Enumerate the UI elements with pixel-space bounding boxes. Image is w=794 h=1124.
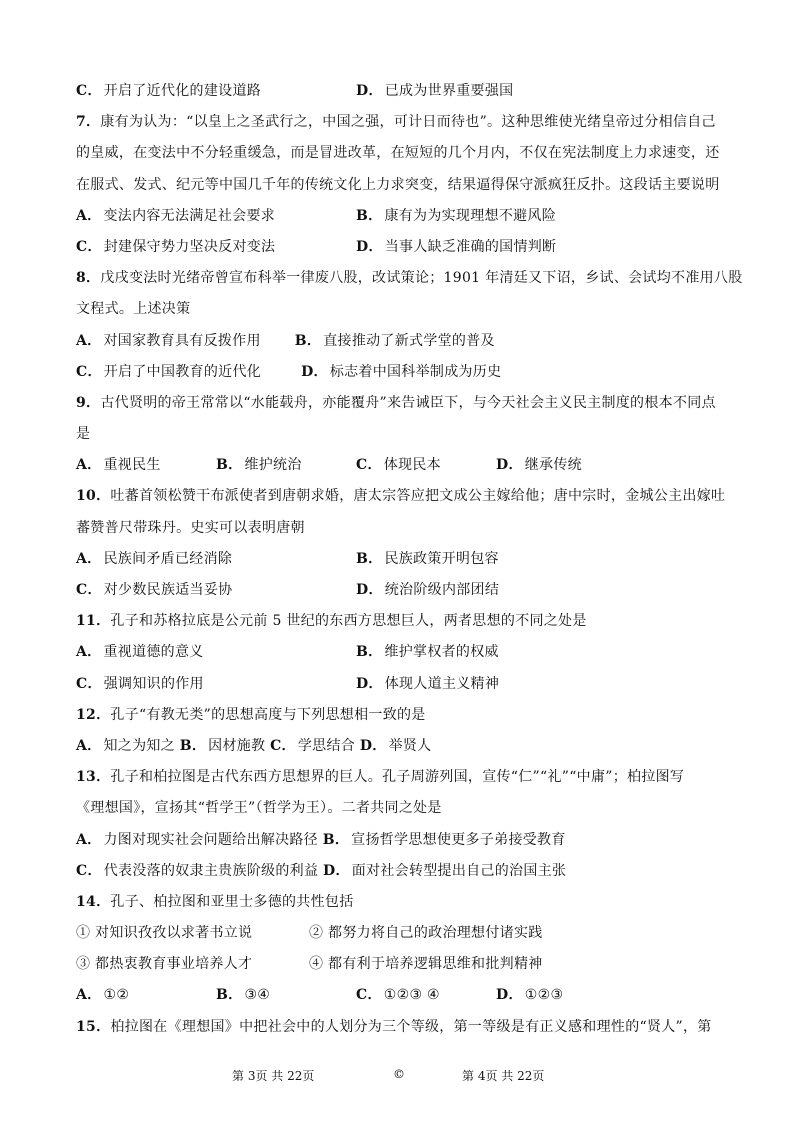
q13-stem-line2: 《理想国》，宣扬其“哲学王”（哲学为王）。二者共同之处是 — [76, 800, 442, 817]
q13-option-d: D． 面对社会转型提出自己的治国主张 — [323, 862, 567, 879]
q12-option-b: B． 因材施教 — [179, 737, 271, 754]
q12-number: 12． — [76, 706, 111, 723]
q10-option-a: A． 民族间矛盾已经消除 — [76, 550, 233, 567]
q8-option-a: A． 对国家教育具有反拨作用 — [76, 332, 261, 349]
q14-items-34 — [76, 953, 726, 984]
q14-item-1: ① 对知识孜孜以求著书立说 — [76, 925, 253, 942]
q7-option-a: A． 变法内容无法满足社会要求 — [76, 207, 276, 224]
q9-option-a: A． 重视民生 — [76, 457, 161, 474]
q10-stem-line2: 蕃赞普尺带珠丹。史实可以表明唐朝 — [76, 519, 305, 536]
q14-option-b: B． ③④ — [216, 987, 271, 1004]
footer-page-left: 第 3页 共 22页 — [232, 1069, 315, 1083]
q11-option-a: A． 重视道德的意义 — [76, 644, 204, 661]
q10-option-d: D． 统治阶级内部团结 — [356, 582, 500, 598]
q7-stem-line1: 7．康有为认为：“以皇上之圣武行之，中国之强，可计日而待也”。这种思维使光绪皇帝过分相信自己 — [76, 114, 716, 131]
q11-stem-line1: 11．孔子和苏格拉底是公元前 5 世纪的东西方思想巨人，两者思想的不同之处是 — [76, 613, 587, 630]
q9-number: 9． — [76, 394, 101, 411]
q10-option-b: B． 民族政策开明包容 — [356, 550, 499, 567]
q9-option-c: C． 体现民本 — [356, 457, 441, 474]
q14-items-12 — [76, 922, 726, 953]
q11-options-cd — [76, 673, 726, 704]
q11-option-d: D． 体现人道主义精神 — [356, 675, 500, 692]
q7-option-b: B． 康有为为实现理想不避风险 — [356, 207, 557, 224]
q7-option-c: C． 封建保守势力坚决反对变法 — [76, 238, 276, 255]
q9-option-b: B． 维护统治 — [216, 457, 302, 474]
q6-option-c: C． 开启了近代化的建设道路 — [76, 83, 262, 99]
q11-options-ab — [76, 641, 726, 672]
q12-option-c: C． 学思结合 — [270, 737, 360, 754]
q15-number: 15． — [76, 1018, 111, 1035]
q14-stem-line1: 14．孔子、柏拉图和亚里士多德的共性包括 — [76, 893, 354, 910]
q9-stem-line1: 9．古代贤明的帝王常常以“水能载舟，亦能覆舟”来告诫臣下，与今天社会主义民主制度的根本不同点 — [76, 394, 716, 411]
q14-option-d: D． ①②③ — [496, 987, 564, 1004]
q7-stem-line3: 在服式、发式、纪元等中国几千年的传统文化上力求突变，结果逼得保守派疯狂反扑。这段话主要说明 — [76, 176, 720, 193]
q12-options — [76, 735, 726, 766]
q8-stem-line1: 8．戊戌变法时光绪帝曾宣布科举一律废八股，改试策论；1901 年清廷又下诏，乡试、会试均不准用八股 — [76, 270, 743, 287]
q8-option-c: C． 开启了中国教育的近代化 — [76, 363, 262, 380]
q14-options — [76, 984, 726, 1015]
q7-options-cd — [76, 236, 726, 267]
q13-options-ab — [76, 829, 726, 860]
q11-option-c: C． 强调知识的作用 — [76, 675, 204, 692]
q11-number: 11． — [76, 613, 111, 630]
q13-options-cd — [76, 860, 726, 891]
q12-option-a: A． 知之为知之 — [76, 737, 180, 754]
q8-options-ab — [76, 330, 726, 361]
q8-options-cd — [76, 361, 726, 392]
q10-stem-line1: 10．吐蕃首领松赞干布派使者到唐朝求婚，唐太宗答应把文成公主嫁给他；唐中宗时，金城公主出嫁吐 — [76, 488, 726, 505]
q9-stem-line2: 是 — [76, 426, 91, 443]
q15-stem-line1: 15．柏拉图在《理想国》中把社会中的人划分为三个等级，第一等级是有正义感和理性的“贤人”，第 — [76, 1018, 712, 1035]
q14-option-c: C． ①②③ ④ — [356, 987, 440, 1004]
q6-option-d: D． 已成为世界重要强国 — [356, 83, 514, 99]
q7-option-d: D． 当事人缺乏准确的国情判断 — [356, 238, 557, 255]
q13-stem-line1: 13．孔子和柏拉图是古代东西方思想界的巨人。孔子周游列国，宣传“仁”“礼”“中庸”；柏拉图写 — [76, 769, 685, 786]
q10-options-cd — [76, 579, 726, 610]
q14-option-a: A． ①② — [76, 987, 130, 1004]
q7-stem-line2: 的皇威，在变法中不分轻重缓急，而是冒进改革，在短短的几个月内，不仅在宪法制度上力求速变，还 — [76, 145, 720, 162]
q7-options-ab — [76, 205, 726, 236]
q12-option-d: D． 举贤人 — [359, 737, 432, 754]
q10-option-c: C． 对少数民族适当妥协 — [76, 582, 233, 598]
q9-options — [76, 454, 726, 485]
q6-options-cd — [76, 80, 726, 111]
q14-item-3: ③ 都热衷教育事业培养人才 — [76, 956, 253, 973]
footer-page-right: 第 4页 共 22页 — [462, 1069, 545, 1083]
q13-option-a: A． 力图对现实社会问题给出解决路径 — [76, 831, 323, 848]
q13-option-b: B． 宣扬哲学思想使更多子弟接受教育 — [322, 831, 566, 848]
q8-option-d: D． 标志着中国科举制成为历史 — [301, 363, 502, 380]
q7-number: 7． — [76, 114, 101, 131]
q13-number: 13． — [76, 769, 111, 786]
q13-option-c: C． 代表没落的奴隶主贵族阶级的利益 — [76, 862, 323, 879]
q12-stem-line1: 12．孔子“有教无类”的思想高度与下列思想相一致的是 — [76, 706, 426, 723]
q11-option-b: B． 维护掌权者的权威 — [356, 644, 499, 661]
exam-page — [76, 80, 743, 1047]
q10-options-ab — [76, 548, 726, 579]
q8-number: 8． — [76, 270, 101, 287]
q14-number: 14． — [76, 893, 111, 910]
q14-item-4: ④ 都有利于培养逻辑思维和批判精神 — [309, 956, 543, 973]
q9-option-d: D． 继承传统 — [496, 457, 582, 474]
q14-item-2: ② 都努力将自己的政治理想付诸实践 — [309, 925, 543, 942]
footer-copyright: © — [393, 1067, 405, 1081]
q10-number: 10． — [76, 488, 111, 505]
q8-option-b: B． 直接推动了新式学堂的普及 — [294, 332, 495, 349]
q8-stem-line2: 文程式。上述决策 — [76, 301, 191, 318]
